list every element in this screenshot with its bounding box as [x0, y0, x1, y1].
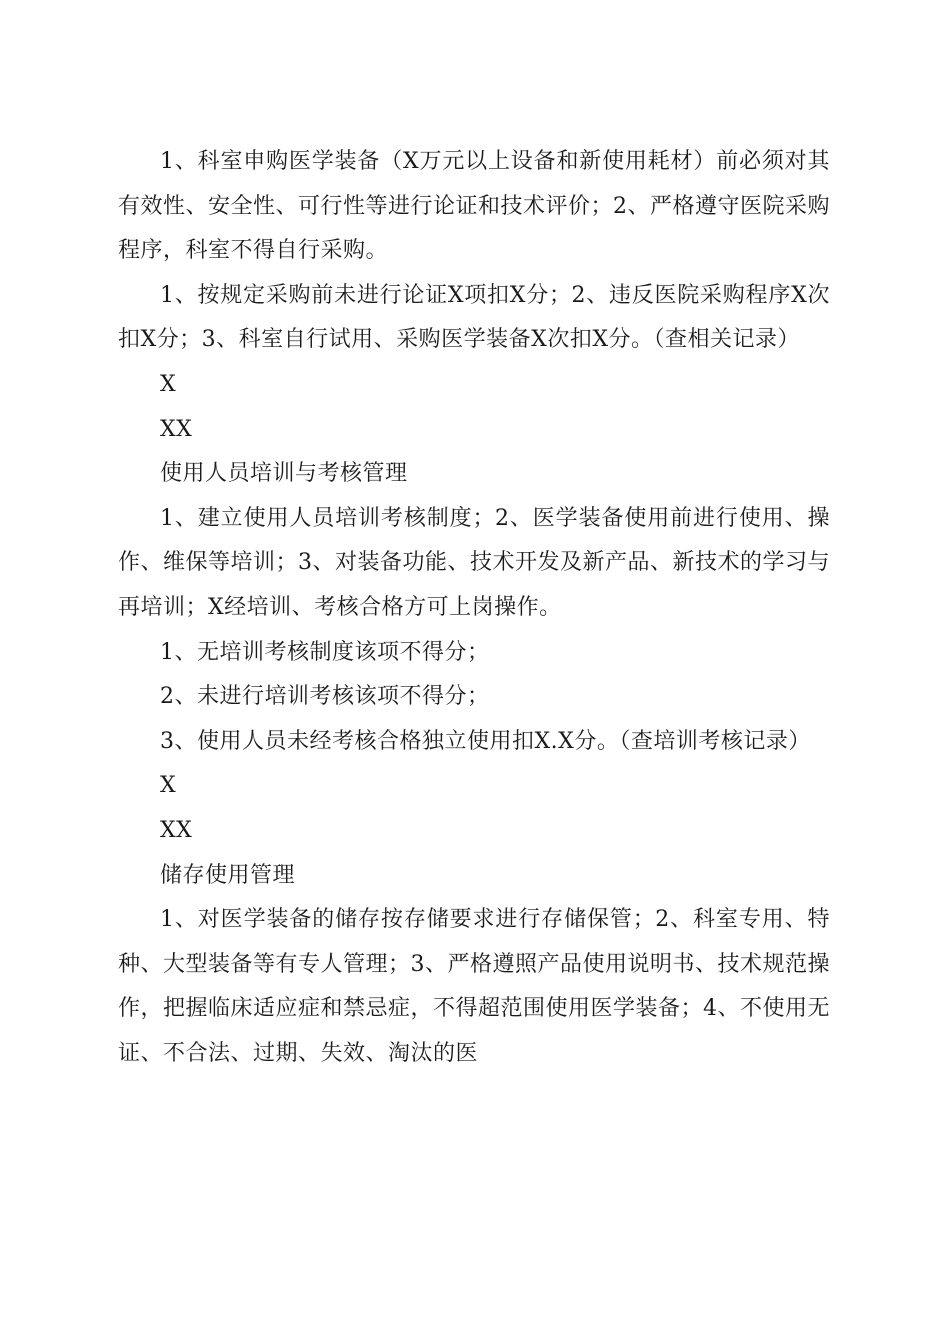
document-page [118, 140, 830, 1076]
paragraph-training-scoring-3: 3、使用人员未经考核合格独立使用扣X.X分。（查培训考核记录） [160, 728, 811, 754]
paragraph-purchase-scoring: 1、按规定采购前未进行论证X项扣X分；2、违反医院采购程序X次扣X分；3、科室自行试用、采购医学装备X次扣X分。（查相关记录） [118, 282, 830, 353]
paragraph-score-value: X [160, 371, 177, 397]
paragraph-score-code: XX [160, 416, 193, 442]
paragraph-training-scoring-2: 2、未进行培训考核该项不得分； [160, 684, 490, 710]
paragraph-storage-requirements: 1、对医学装备的储存按存储要求进行存储保管；2、科室专用、特种、大型装备等有专人管理；3、严格遵照产品使用说明书、技术规范操作，把握临床适应症和禁忌症，不得超范围使用医学装备；4、不使用无证、不合法、过期、失效、淘汰的医 [118, 907, 830, 1066]
paragraph-training-scoring-1: 1、无培训考核制度该项不得分； [160, 639, 490, 665]
paragraph-purchase-requirements: 1、科室申购医学装备（X万元以上设备和新使用耗材）前必须对其有效性、安全性、可行性等进行论证和技术评价；2、严格遵守医院采购程序，科室不得自行采购。 [118, 149, 830, 264]
section-heading-training: 使用人员培训与考核管理 [160, 461, 408, 487]
paragraph-score-value: X [160, 773, 177, 799]
paragraph-score-code: XX [160, 817, 193, 843]
paragraph-training-requirements: 1、建立使用人员培训考核制度；2、医学装备使用前进行使用、操作、维保等培训；3、对装备功能、技术开发及新产品、新技术的学习与再培训；X经培训、考核合格方可上岗操作。 [118, 505, 830, 620]
section-heading-storage: 储存使用管理 [160, 862, 296, 888]
